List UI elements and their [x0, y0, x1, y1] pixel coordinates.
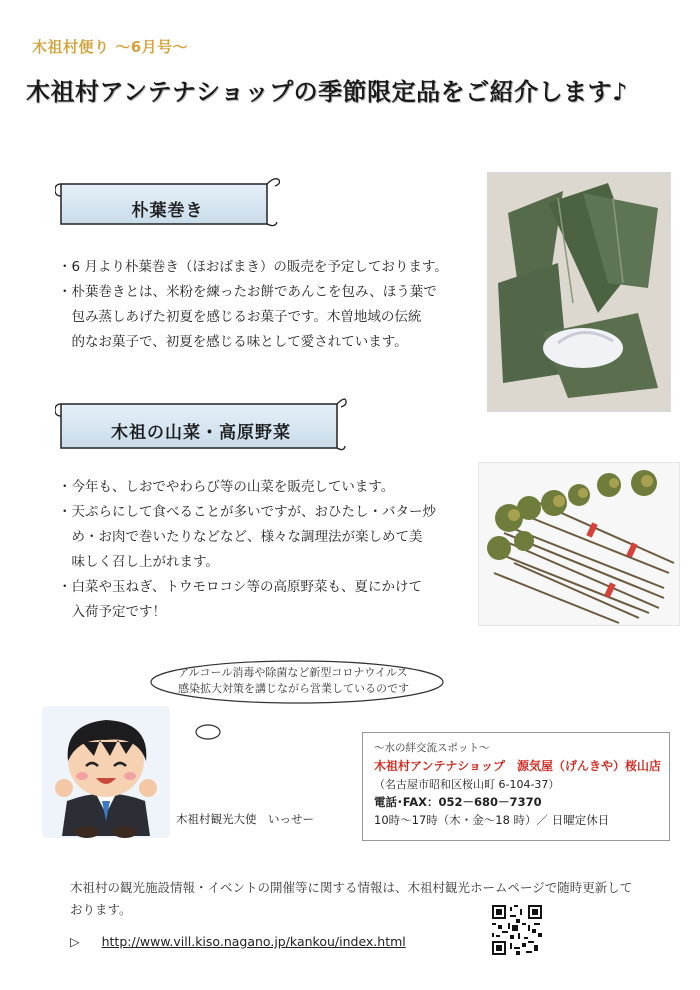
issue-label: 木祖村便り ～6月号～ — [32, 38, 189, 56]
section1-title: 朴葉巻き — [131, 200, 204, 221]
section1-text — [58, 255, 478, 355]
triangle-arrow-icon: ▷ — [70, 934, 80, 949]
bubble-text — [178, 665, 438, 697]
list-item: ・白菜や玉ねぎ、トウモロコシ等の高原野菜も、夏にかけて — [58, 579, 422, 595]
section2-text — [58, 475, 478, 625]
footer-text: 木祖村の観光施設情報・イベントの開催等に関する情報は、木祖村観光ホームページで随時更新しております。 — [70, 880, 633, 917]
list-item: め・お肉で巻いたりなどなど、様々な調理法が楽しめて美 — [58, 529, 423, 545]
hoobamaki-photo — [487, 172, 671, 412]
list-item: 入荷予定です！ — [58, 604, 166, 620]
bubble-line: 感染拡大対策を講じながら営業しているのです — [178, 682, 409, 695]
speech-bubble-tail-icon — [193, 722, 223, 742]
page-title: 木祖村アンテナショップの季節限定品をご紹介します♪ — [26, 78, 628, 106]
mascot-caption: 木祖村観光大使 いっせー — [176, 812, 314, 826]
shop-address: （名古屋市昭和区桜山町 6-104-37） — [374, 778, 560, 791]
shop-name: 木祖村アンテナショップ 源気屋（げんきや）桜山店 — [374, 759, 662, 773]
bubble-line: アルコール消毒や除菌など新型コロナウイルス — [178, 666, 408, 679]
list-item: 味しく召し上がれます。 — [58, 554, 219, 570]
sansai-fern-photo — [478, 462, 680, 626]
section2-title: 木祖の山菜・高原野菜 — [111, 423, 291, 443]
shop-hours: 10時～17時（木・金～18 時）／ 日曜定休日 — [374, 813, 610, 827]
list-item: 包み蒸しあげた初夏を感じるお菓子です。木曽地域の伝統 — [58, 309, 422, 325]
list-item: ・天ぷらにして食べることが多いですが、おひたし・バター炒 — [58, 504, 436, 520]
homepage-link[interactable]: http://www.vill.kiso.nagano.jp/kankou/index.html — [101, 934, 406, 949]
shop-phone: 電話･FAX：052－680－7370 — [374, 795, 542, 809]
section1-banner — [55, 172, 280, 234]
qr-code-icon[interactable] — [492, 905, 542, 955]
list-item: ・今年も、しおでやわらび等の山菜を販売しています。 — [58, 479, 395, 495]
list-item: 的なお菓子で、初夏を感じる味として愛されています。 — [58, 334, 408, 350]
shop-tagline: ～水の絆交流スポット～ — [374, 742, 490, 754]
list-item: ・朴葉巻きとは、米粉を練ったお餅であんこを包み、ほう葉で — [58, 284, 437, 300]
list-item: ・6 月より朴葉巻き（ほおばまき）の販売を予定しております。 — [58, 259, 448, 275]
section2-banner — [55, 392, 347, 458]
url-row — [70, 934, 406, 949]
mascot-character-illustration — [42, 706, 170, 838]
